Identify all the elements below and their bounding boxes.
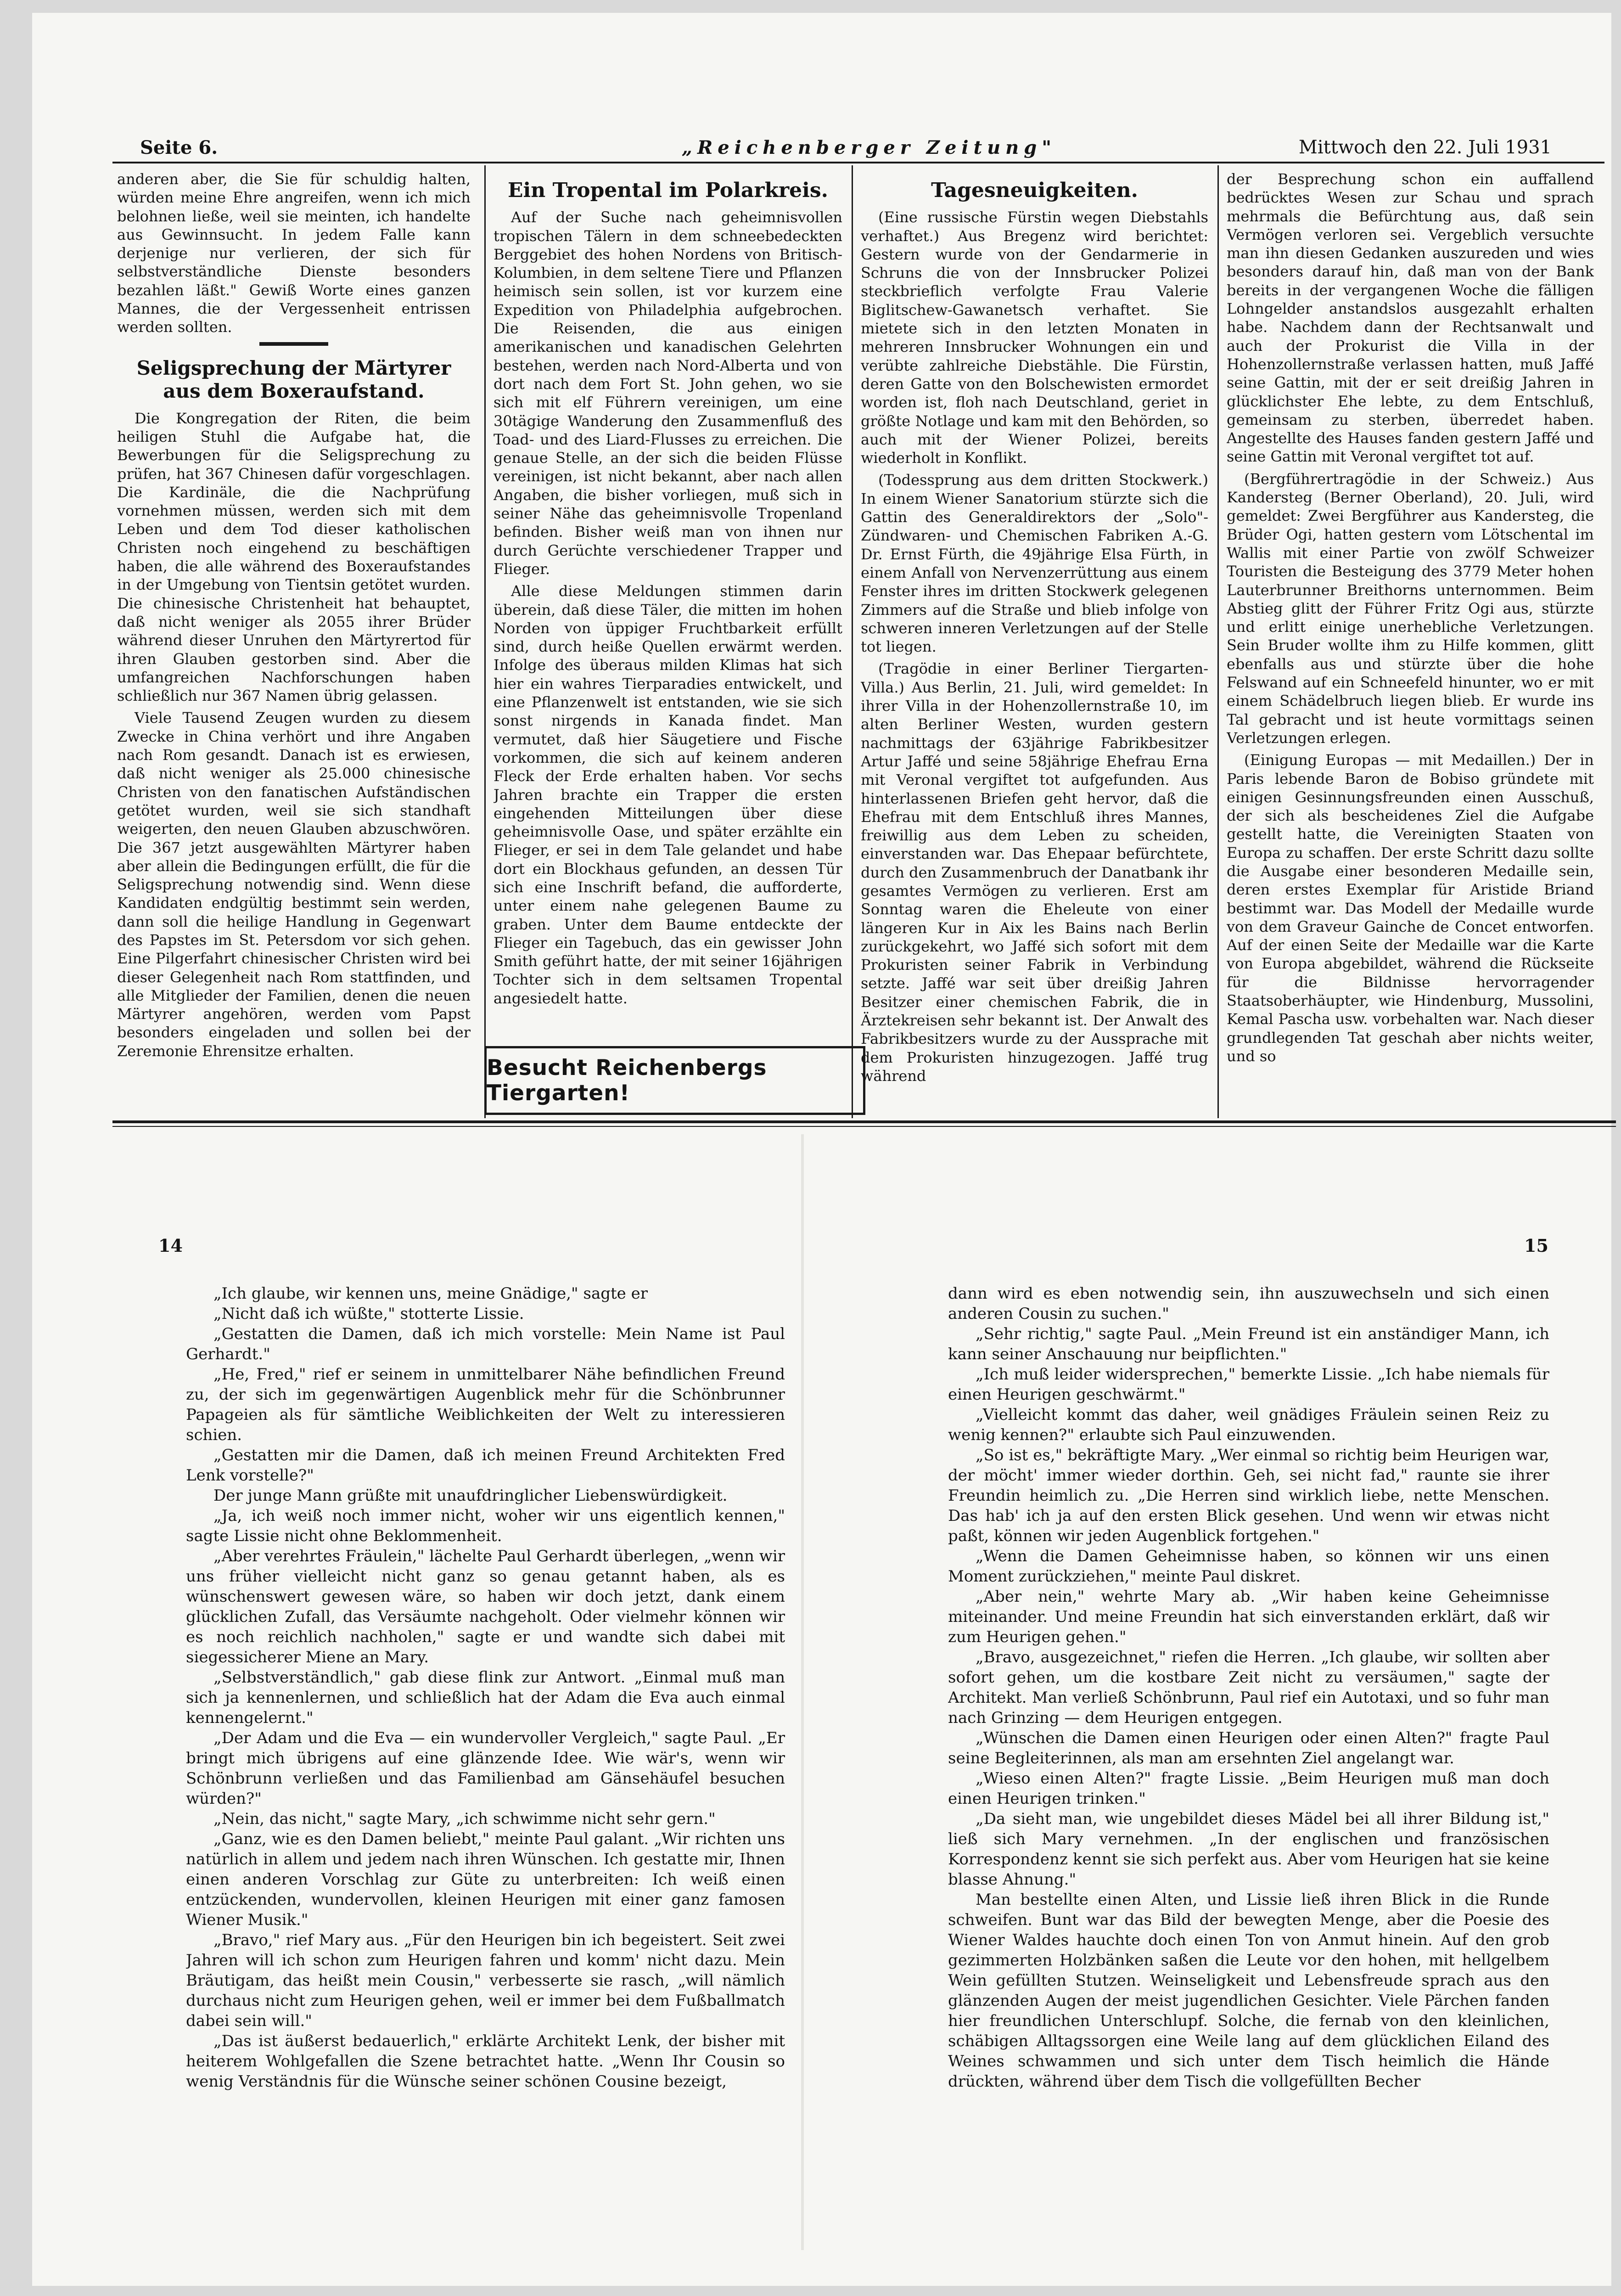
column-rule-3 [1217, 165, 1219, 1118]
zoo-advertisement: Besucht Reichenbergs Tiergarten! [484, 1046, 865, 1115]
novel-paragraph: „Vielleicht kommt das daher, weil gnädiges Fräulein seinen Reiz zu wenig kennen?" erlaubte sich Paul einzuwenden. [948, 1406, 1549, 1444]
page-number-right: 15 [1524, 1235, 1548, 1256]
book-gutter [801, 1134, 804, 2250]
news-item: (Bergführertragödie in der Schweiz.) Aus Kandersteg (Berner Oberland), 20. Juli, wird gemeldet: Zwei Bergführer aus Kandersteg, die Brüder Ogi, hatten gestern vom Lötschental im Wallis mit einer Partie von zwölf Schweizer Touristen die Besteigung des 3779 Meter hohen Lauterbrunner Breithorns unternommen. Beim Abstieg glitt der Führer Fritz Ogi aus, stürzte und erlitt einige unerhebliche Verletzungen. Sein Bruder wollte ihm zu Hilfe kommen, glitt ebenfalls aus und stürzte über die hohe Felswand auf ein Schneefeld hinunter, wo er mit einem Schädelbruch liegen blieb. Er wurde ins Tal gebracht und ist heute vormittags seinen Verletzungen erlegen. [1227, 470, 1594, 747]
novel-page-left [186, 1283, 785, 2216]
article-continued-text: anderen aber, die Sie für schuldig halten, würden meine Ehre angreifen, wenn ich mich belohnen ließe, weil sie meinten, ich handelte aus Gewinnsucht. In jedem Falle kann derjenige nur verlieren, der sich für selbstverständliche Dienste besonders bezahlen läßt." Gewiß Worte eines ganzen Mannes, die der Vergessenheit entrissen werden sollten. [117, 170, 471, 336]
article-paragraph: Alle diese Meldungen stimmen darin überein, daß diese Täler, die mitten im hohen Norden von üppiger Fruchtbarkeit erfüllt sind, durch heiße Quellen erwärmt werden. Infolge des überaus milden Klimas hat sich hier ein wahres Tierparadies entwickelt, und eine Pflanzenwelt ist entstanden, wie sie sich sonst nirgends in Kanada findet. Man vermutet, daß hier Säugetiere und Fische vorkommen, die sich auf keinem anderen Fleck der Erde erhalten haben. Vor sechs Jahren brachte ein Trapper die ersten eingehenden Mitteilungen über diese geheimnisvolle Oase, und später erzählte ein Flieger, er sei in dem Tale gelandet und habe dort ein Blockhaus gefunden, an dessen Tür sich eine Inschrift befand, die aufforderte, unter einem nahe gelegenen Baume zu graben. Unter dem Baume entdeckte der Flieger ein Tagebuch, das ein gewisser John Smith geführt hatte, der mit seiner 16jährigen Tochter sich in dem seltsamen Tropental angesiedelt hatte. [494, 582, 842, 1007]
header-rule [112, 162, 1604, 163]
news-item: (Eine russische Fürstin wegen Diebstahls verhaftet.) Aus Bregenz wird berichtet: Gestern wurde von der Gendarmerie in Schruns die von der Innsbrucker Polizei steckbrieflich verfolgte Frau Valerie Biglitschew-Gawanetsch verhaftet. Sie mietete sich in den letzten Monaten in mehreren Innsbrucker Wohnungen ein und verübte zahlreiche Diebstähle. Die Fürstin, deren Gatte von den Bolschewisten ermordet worden ist, floh nach Deutschland, geriet in größte Notlage und kam mit den Behörden, so auch mit der Wiener Polizei, bereits wiederholt in Konflikt. [861, 208, 1208, 467]
issue-date: Mittwoch den 22. Juli 1931 [1298, 137, 1552, 158]
page-header [140, 137, 1552, 157]
section-title-tagesneuigkeiten: Tagesneuigkeiten. [931, 181, 1138, 202]
novel-paragraph: „Wieso einen Alten?" fragte Lissie. „Beim Heurigen muß man doch einen Heurigen trinken." [948, 1769, 1549, 1808]
article-paragraph: Viele Tausend Zeugen wurden zu diesem Zwecke in China verhört und ihre Angaben nach Rom gesandt. Danach ist es erwiesen, daß nicht weniger als 25.000 chinesische Christen von den fanatischen Aufständischen getötet wurden, weil sie sich standhaft weigerten, den neuen Glauben abzuschwören. Die 367 jetzt ausgewählten Märtyrer haben aber allein die Bedingungen erfüllt, die für die Seligsprechung notwendig sind. Wenn diese Kandidaten endgültig bestimmt sein werden, dann soll die heilige Handlung in Gegenwart des Papstes im St. Petersdom vor sich gehen. Eine Pilgerfahrt chinesischer Christen wird bei dieser Gelegenheit nach Rom stattfinden, und alle Mitglieder der Familien, denen die neuen Märtyrer angehören, werden vom Papst besonders eingeladen und sollen bei der Zeremonie Ehrensitze erhalten. [117, 709, 471, 1060]
column-rule-2 [852, 165, 853, 1118]
bottom-rule-thin [112, 1126, 1616, 1127]
novel-paragraph: „He, Fred," rief er seinem in unmittelbarer Nähe befindlichen Freund zu, der sich im gegenwärtigen Augenblick mehr für die Schönbrunner Papageien als für sämtliche Weiblichkeiten der Welt zu interessieren schien. [186, 1365, 785, 1444]
novel-paragraph: „Sehr richtig," sagte Paul. „Mein Freund ist ein anständiger Mann, ich kann seiner Anschauung nur beipflichten." [948, 1325, 1549, 1363]
novel-paragraph: „Ganz, wie es den Damen beliebt," meinte Paul galant. „Wir richten uns natürlich in allem und jedem nach ihren Wünschen. Ich gestatte mir, Ihnen einen anderen Vorschlag zur Güte zu unterbreiten: Ich weiß einen entzückenden, wundervollen, kleinen Heurigen mit einer ganz famosen Wiener Musik." [186, 1830, 785, 1929]
news-item-continued: der Besprechung schon ein auffallend bedrücktes Wesen zur Schau und sprach mehrmals die Befürchtung aus, daß sein Vermögen verloren sei. Vergeblich versuchte man ihn diesen Gedanken auszureden und wies besonders darauf hin, daß man von der Bank bereits in der vergangenen Woche die fälligen Lohngelder anstandslos ausgezahlt erhalten habe. Nachdem dann der Rechtsanwalt und auch der Prokurist die Villa in der Hohenzollernstraße verlassen hatten, muß Jaffé seine Gattin, mit der er seit dreißig Jahren in glücklichster Ehe lebte, zu dem Entschluß, gemeinsam zu sterben, überredet haben. Angestellte des Hauses fanden gestern Jaffé und seine Gattin mit Veronal vergiftet tot auf. [1227, 170, 1594, 466]
novel-paragraph: „Gestatten die Damen, daß ich mich vorstelle: Mein Name ist Paul Gerhardt." [186, 1325, 785, 1363]
novel-paragraph: „Ich muß leider widersprechen," bemerkte Lissie. „Ich habe niemals für einen Heurigen geschwärmt." [948, 1365, 1549, 1404]
article-title-seligsprechung: Seligsprechung der Märtyrer aus dem Boxeraufstand. [136, 356, 451, 402]
novel-paragraph: Man bestellte einen Alten, und Lissie ließ ihren Blick in die Runde schweifen. Bunt war das Bild der bewegten Menge, aber die Poesie des Wiener Waldes hauchte doch einen Ton von Anmut hinein. Auf den grob gezimmerten Holzbänken saßen die Leute vor den hohen, mit hellgelbem Wein gefüllten Stutzen. Weinseligkeit und Lebensfreude sprach aus den glänzenden Augen der meist jugendlichen Gesichter. Viele Pärchen fanden hier freundlichen Unterschlupf. Solche, die fernab von den kleinlichen, schäbigen Alltagssorgen eine Weile lang auf dem glücklichen Eiland des Weines schwammen und sich unter dem Tisch heimlich die Hände drückten, während über dem Tisch die vollgefüllten Becher [948, 1891, 1549, 2091]
article-paragraph: Auf der Suche nach geheimnisvollen tropischen Tälern in dem schneebedeckten Berggebiet des hohen Nordens von Britisch-Kolumbien, in dem seltene Tiere und Pflanzen heimisch sein sollen, ist vor kurzem eine Expedition von Philadelphia aufgebrochen. Die Reisenden, die aus einigen amerikanischen und kanadischen Gelehrten bestehen, werden nach Nord-Alberta und von dort nach dem Fort St. John gehen, wo sie sich mit elf Führern vereinigen, um eine 30tägige Wanderung den Zusammenfluß des Toad- und des Liard-Flusses zu erreichen. Die genaue Stelle, an der sich die beiden Flüsse vereinigen, ist nicht bekannt, aber nach allen Angaben, die bisher vorliegen, muß sich in seiner Nähe das geheimnisvolle Tropenland befinden. Bisher weiß man von ihnen nur durch Gerüchte verschiedener Trapper und Flieger. [494, 208, 842, 578]
newspaper-title: „Reichenberger Zeitung" [682, 137, 1057, 158]
page-number-left: 14 [158, 1235, 183, 1256]
novel-paragraph: „Bravo, ausgezeichnet," riefen die Herren. „Ich glaube, wir sollten aber sofort gehen, um die kostbare Zeit nicht zu versäumen," sagte der Architekt. Man verließ Schönbrunn, Paul rief ein Autotaxi, und so fuhr man nach Grinzing — dem Heurigen entgegen. [948, 1648, 1549, 1727]
novel-paragraph: „Nein, das nicht," sagte Mary, „ich schwimme nicht sehr gern." [213, 1810, 716, 1828]
novel-paragraph: „Selbstverständlich," gab diese flink zur Antwort. „Einmal muß man sich ja kennenlernen, und schließlich hat der Adam die Eva auch einmal kennengelernt." [186, 1668, 785, 1727]
column-3 [861, 181, 1208, 1118]
novel-paragraph: „Gestatten mir die Damen, daß ich meinen Freund Architekten Fred Lenk vorstelle?" [186, 1446, 785, 1485]
novel-paragraph: dann wird es eben notwendig sein, ihn auszuwechseln und sich einen anderen Cousin zu suchen." [948, 1284, 1549, 1323]
novel-paragraph: „Ich glaube, wir kennen uns, meine Gnädige," sagte er [213, 1284, 648, 1303]
column-rule-1 [484, 165, 486, 1118]
novel-paragraph: „Der Adam und die Eva — ein wundervoller Vergleich," sagte Paul. „Er bringt mich übrigens auf eine glänzende Idee. Wie wär's, wenn wir Schönbrunn verließen und das Familienbad am Gänsehäufel besuchen würden?" [186, 1729, 785, 1808]
novel-paragraph: „Wünschen die Damen einen Heurigen oder einen Alten?" fragte Paul seine Begleiterinnen, als man am ersehnten Ziel angelangt war. [948, 1729, 1549, 1767]
novel-paragraph: „Nicht daß ich wüßte," stotterte Lissie. [213, 1305, 524, 1323]
novel-paragraph: Der junge Mann grüßte mit unaufdringlicher Liebenswürdigkeit. [213, 1486, 728, 1505]
novel-page-right [948, 1283, 1549, 2216]
column-1 [117, 170, 471, 1120]
novel-paragraph: „Aber nein," wehrte Mary ab. „Wir haben keine Geheimnisse miteinander. Und meine Freundin hat sich einverstanden erklärt, daß wir zum Heurigen gehen." [948, 1587, 1549, 1646]
page-label: Seite 6. [140, 137, 218, 158]
column-2 [494, 181, 842, 1008]
column-4 [1227, 170, 1594, 1120]
news-item: (Einigung Europas — mit Medaillen.) Der in Paris lebende Baron de Bobiso gründete mit einigen Gesinnungsfreunden einen Ausschuß, der sich als bescheidenes Ziel die Aufgabe gestellt hatte, die Vereinigten Staaten von Europa zu schaffen. Der erste Schritt dazu sollte die Ausgabe einer besonderen Medaille sein, deren erstes Exemplar für Aristide Briand bestimmt war. Das Modell der Medaille wurde von dem Graveur Gainche de Concet entworfen. Auf der einen Seite der Medaille war die Karte von Europa abgebildet, während die Rückseite für die Bildnisse hervorragender Staatsoberhäupter, wie Hindenburg, Mussolini, Kemal Pascha usw. vorbehalten war. Nach dieser grundlegenden Tat geschah aber nichts weiter, und so [1227, 751, 1594, 1065]
novel-paragraph: „Das ist äußerst bedauerlich," erklärte Architekt Lenk, der bisher mit heiterem Wohlgefallen die Szene betrachtet hatte. „Wenn Ihr Cousin so wenig Verständnis für die Wünsche seiner schönen Cousine bezeigt, [186, 2032, 785, 2091]
news-item: (Tragödie in einer Berliner Tiergarten-Villa.) Aus Berlin, 21. Juli, wird gemeldet: In ihrer Villa in der Hohenzollernstraße 10, im alten Berliner Westen, wurden gestern nachmittags der 63jährige Fabrikbesitzer Artur Jaffé und seine 58jährige Ehefrau Erna mit Veronal vergiftet tot aufgefunden. Aus hinterlassenen Briefen geht hervor, daß die Ehefrau mit dem Entschluß ihres Mannes, freiwillig aus dem Leben zu scheiden, einverstanden war. Das Ehepaar befürchtete, durch den Zusammenbruch der Danatbank ihr gesamtes Vermögen zu verlieren. Erst am Sonntag waren die Eheleute von einer längeren Kur in Aix les Bains nach Berlin zurückgekehrt, wo Jaffé sich sofort mit dem Prokuristen seiner Fabrik in Verbindung setzte. Jaffé war seit über dreißig Jahren Besitzer einer chemischen Fabrik, die in Ärztekreisen sehr bekannt ist. Der Anwalt des Fabrikbesitzers wurde zu der Aussprache mit dem Prokuristen hinzugezogen. Jaffé trug während [861, 660, 1208, 1085]
novel-paragraph: „Da sieht man, wie ungebildet dieses Mädel bei all ihrer Bildung ist," ließ sich Mary vernehmen. „In der englischen und französischen Korrespondenz kennt sie sich perfekt aus. Aber vom Heurigen hat sie keine blasse Ahnung." [948, 1810, 1549, 1889]
novel-paragraph: „So ist es," bekräftigte Mary. „Wer einmal so richtig beim Heurigen war, der möcht' immer wieder dorthin. Geh, sei nicht fad," raunte sie ihrer Freundin heimlich zu. „Die Herren sind wirklich liebe, nette Menschen. Das hab' ich ja auf den ersten Blick gesehen. Und wenn wir etwas nicht paßt, können wir jeden Augenblick fortgehen." [948, 1446, 1549, 1545]
bottom-rule [112, 1120, 1616, 1123]
novel-paragraph: „Bravo," rief Mary aus. „Für den Heurigen bin ich begeistert. Seit zwei Jahren will ich schon zum Heurigen fahren und komm' nicht dazu. Mein Bräutigam, das heißt mein Cousin," verbesserte sie rasch, „will nämlich durchaus nicht zum Heurigen gehen, weil er immer bei dem Fußballmatch dabei sein will." [186, 1931, 785, 2030]
novel-paragraph: „Wenn die Damen Geheimnisse haben, so können wir uns einen Moment zurückziehen," meinte Paul diskret. [948, 1547, 1549, 1586]
novel-paragraph: „Aber verehrtes Fräulein," lächelte Paul Gerhardt überlegen, „wenn wir uns früher vielleicht nicht ganz so genau getannt haben, als es wünschenswert gewesen wäre, so haben wir doch jetzt, dank einem glücklichen Zufall, das Versäumte nachgeholt. Oder vielmehr können wir es noch reichlich nachholen," sagte er und wandte sich dabei mit siegessicherer Miene an Mary. [186, 1547, 785, 1666]
article-paragraph: Die Kongregation der Riten, die beim heiligen Stuhl die Aufgabe hat, die Bewerbungen für die Seligsprechung zu prüfen, hat 367 Chinesen dafür vorgeschlagen. Die Kardinäle, die die Nachprüfung vornehmen müssen, werden sich mit dem Leben und dem Tod dieser katholischen Christen noch eingehend zu beschäftigen haben, die alle während des Boxeraufstandes in der Umgebung von Tientsin getötet wurden. Die chinesische Christenheit hat behauptet, daß nicht weniger als 2055 ihrer Brüder während dieser Unruhen den Märtyrertod für ihren Glauben gestorben sind. Aber die umfangreichen Nachforschungen haben schließlich nur 367 Namen übrig gelassen. [117, 409, 471, 705]
novel-paragraph: „Ja, ich weiß noch immer nicht, woher wir uns eigentlich kennen," sagte Lissie nicht ohne Beklommenheit. [186, 1507, 785, 1545]
article-title-tropental: Ein Tropental im Polarkreis. [508, 181, 828, 202]
ornament-divider [259, 342, 328, 346]
news-item: (Todessprung aus dem dritten Stockwerk.) In einem Wiener Sanatorium stürzte sich die Gattin des Generaldirektors der „Solo"-Zündwaren- und Chemischen Fabriken A.-G. Dr. Ernst Fürth, die 49jährige Elsa Fürth, in einem Anfall von Nervenzerrüttung aus einem Fenster ihres im dritten Stockwerk gelegenen Zimmers auf die Straße und blieb infolge von schweren inneren Verletzungen auf der Stelle tot liegen. [861, 471, 1208, 656]
